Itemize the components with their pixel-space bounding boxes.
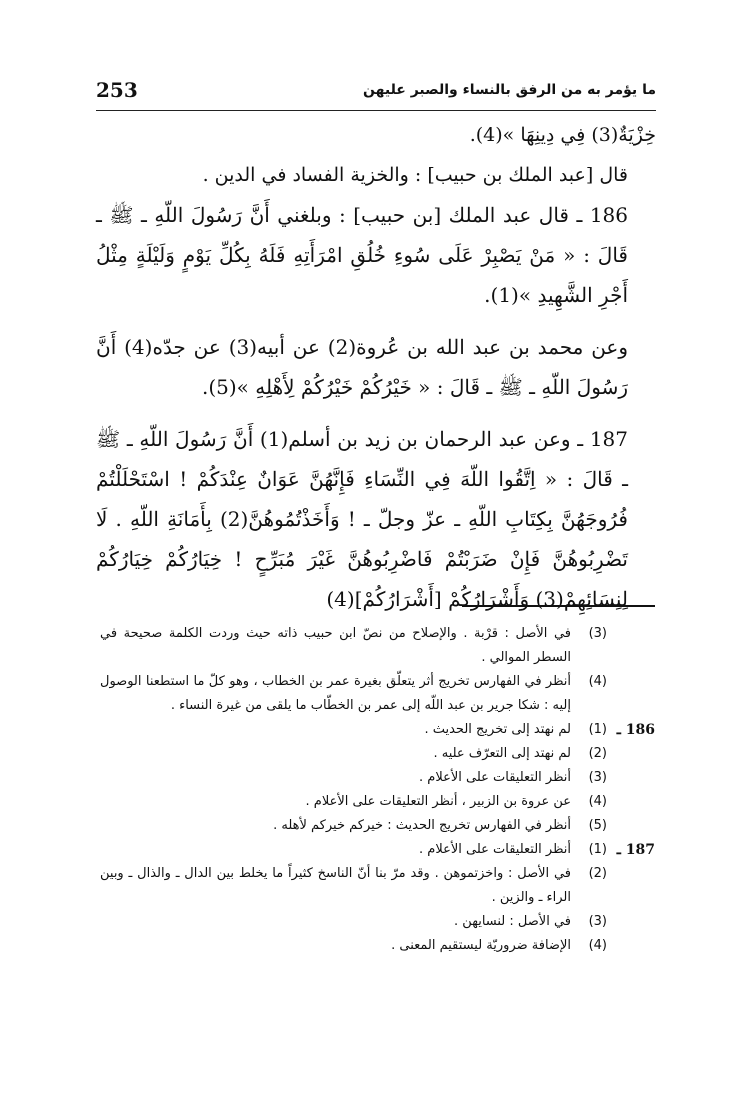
footnote-number: (1) — [588, 842, 607, 857]
paragraph-commentary: قال [عبد الملك بن حبيب] : والخزية الفساد في الدين . — [202, 164, 628, 186]
footnote-text: في الأصل : لنسايهن . — [454, 914, 571, 929]
footnote-text: أنظر في الفهارس تخريج الحديث : خيركم خيركم لأهله . — [273, 818, 571, 833]
footnote-number: (1) — [588, 722, 607, 737]
footnote — [100, 862, 655, 910]
footnote-number: (2) — [588, 746, 607, 761]
footnote — [100, 790, 655, 814]
footnote — [100, 766, 655, 790]
running-header — [96, 70, 656, 111]
footnote-group: 187 ـ — [616, 842, 655, 858]
footnote-group: 186 ـ — [616, 722, 655, 738]
footnote-text: لم نهتد إلى التعرّف عليه . — [433, 746, 571, 761]
footnote — [100, 670, 655, 718]
footnotes — [100, 622, 655, 958]
footnote-text: في الأصل : واخزتموهن . وقد مرّ بنا أنّ الناسخ كثيراً ما يخلط بين الدال ـ والذال ـ وبين الراء ـ والزين . — [100, 866, 571, 905]
footnote-text: أنظر التعليقات على الأعلام . — [419, 770, 571, 785]
footnote-text: عن عروة بن الزبير ، أنظر التعليقات على الأعلام . — [305, 794, 571, 809]
footnote-text: أنظر التعليقات على الأعلام . — [419, 842, 571, 857]
footnote — [100, 718, 655, 742]
footnote — [100, 934, 655, 958]
footnote-number: (3) — [588, 626, 607, 641]
footnote — [100, 838, 655, 862]
footnote — [100, 742, 655, 766]
footnote — [100, 910, 655, 934]
footnote-text: لم نهتد إلى تخريج الحديث . — [424, 722, 571, 737]
footnote-number: (4) — [588, 938, 607, 953]
footnote-text: أنظر في الفهارس تخريج أثر يتعلّق بغيرة عمر بن الخطاب ، وهو كلّ ما استطعنا الوصول إليه : شكا جرير بن عبد اللّه إلى عمر بن الخطّاب ما يلقى من غيرة النساء . — [100, 674, 571, 713]
hadith-186: 186 ـ قال عبد الملك [بن حبيب] : وبلغني أَنَّ رَسُولَ اللّهِ ـ ﷺ ـ قَالَ : « مَنْ يَصْبِرْ عَلَى سُوءِ خُلُقِ امْرَأَتِهِ فَلَهُ بِكُلِّ يَوْمٍ وَلَيْلَةٍ مِثْلُ أَجْرِ الشَّهِيدِ »(1). — [96, 203, 628, 307]
footnote-number: (3) — [588, 770, 607, 785]
footnote-divider — [462, 605, 655, 607]
footnote-number: (5) — [588, 818, 607, 833]
footnote-number: (4) — [588, 674, 607, 689]
footnote — [100, 622, 655, 670]
footnote-number: (4) — [588, 794, 607, 809]
footnote-number: (2) — [588, 866, 607, 881]
footnote-number: (3) — [588, 914, 607, 929]
hadith-187: 187 ـ وعن عبد الرحمان بن زيد بن أسلم(1) أَنَّ رَسُولَ اللّهِ ـ ﷺ ـ قَالَ : « اِتَّقُوا اللّهَ فِي النِّسَاءِ فَإِنَّهُنَّ عَوَانٌ عِنْدَكُمْ ! اسْتَحْلَلْتُمْ فُرُوجَهُنَّ بِكِتَابِ اللّهِ ـ عزّ وجلّ ـ ! وَأَخَذْتُمُوهُنَّ(2) بِأَمَانَةِ اللّهِ . لَا تَضْرِبُوهُنَّ فَإِنْ ضَرَبْتُمْ فَاضْرِبُوهُنَّ غَيْرَ مُبَرِّحٍ ! خِيَارُكُمْ خِيَارُكُمْ لِنِسَائِهِمْ(3) وَأَشْرَارُكُمْ [أَشْرَارُكُمْ](4) — [96, 427, 628, 611]
footnote-text: الإضافة ضروريّة ليستقيم المعنى . — [391, 938, 571, 953]
paragraph-continuation: خِزْيَةٌ(3) فِي دِينِهَا »(4). — [469, 124, 656, 146]
main-text — [96, 115, 656, 619]
footnote — [100, 814, 655, 838]
footnote-text: في الأصل : قرْبة . والإصلاح من نصّ ابن حبيب ذاته حيث وردت الكلمة صحيحة في السطر الموالي . — [100, 626, 571, 665]
page-number: 253 — [96, 78, 138, 102]
running-title: ما يؤمر به من الرفق بالنساء والصبر عليهن — [363, 82, 656, 98]
hadith-186-second-narration: وعن محمد بن عبد الله بن عُروة(2) عن أبيه(3) عن جدّه(4) أَنَّ رَسُولَ اللّهِ ـ ﷺ ـ قَالَ : « خَيْرُكُمْ خَيْرُكُمْ لِأَهْلِهِ »(5). — [96, 335, 629, 399]
